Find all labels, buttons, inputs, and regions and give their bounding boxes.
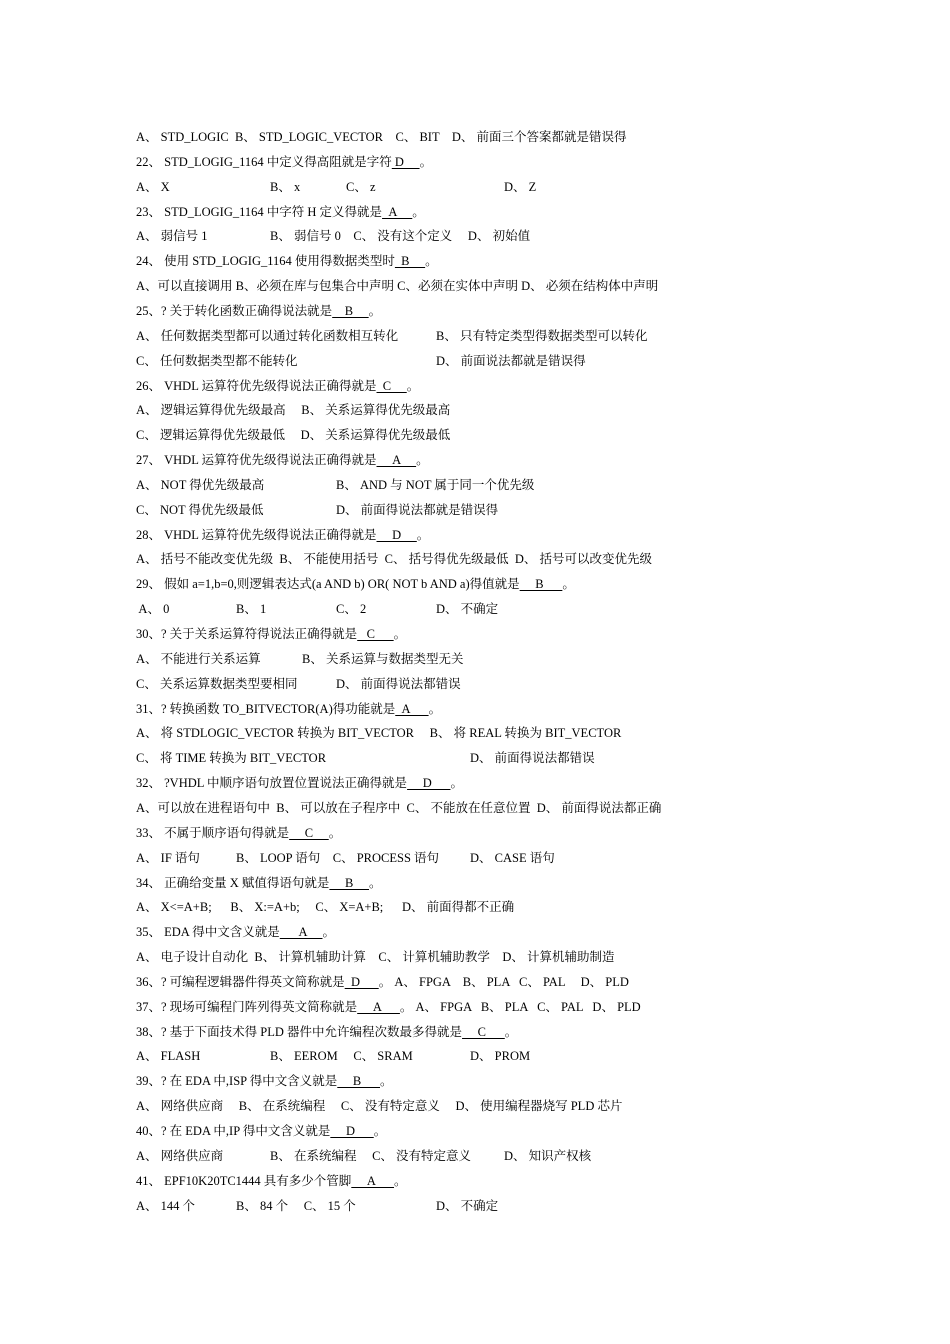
options-line <box>136 798 836 818</box>
option-text: C、 将 TIME 转换为 BIT_VECTOR <box>136 751 327 766</box>
question-text: 33、 不属于顺序语句得就是 <box>136 825 290 840</box>
option-text: A、 X<=A+B; B、 X:=A+b; C、 X=A+B; D、 前面得都不正确 <box>136 900 515 915</box>
question-line <box>136 525 836 545</box>
question-suffix: 。 <box>369 875 382 890</box>
option-text: A、 NOT 得优先级最高 <box>136 477 265 492</box>
option-text: B、 1 <box>236 602 267 617</box>
question-line <box>136 450 836 470</box>
option-text: A、 网络供应商 <box>136 1148 224 1163</box>
option-text: B、 弱信号 0 C、 没有这个定义 D、 初始值 <box>270 229 531 244</box>
question-line <box>136 1121 836 1141</box>
options-line <box>136 674 836 694</box>
option-text: A、 X <box>136 179 170 194</box>
question-text: 29、 假如 a=1,b=0,则逻辑表达式(a AND b) OR( NOT b AND a)得值就是 <box>136 577 520 592</box>
answer-blank: D <box>391 154 420 169</box>
option-text: A、 弱信号 1 <box>136 229 208 244</box>
options-line <box>136 226 836 246</box>
answer-blank: A <box>351 1173 395 1188</box>
option-text: D、 Z <box>504 179 537 194</box>
question-suffix: 。 <box>412 204 425 219</box>
option-text: D、 前面得说法都就是错误得 <box>336 502 499 517</box>
answer-blank: A <box>382 204 413 219</box>
option-text: D、 PROM <box>470 1049 531 1064</box>
question-suffix: 。 A、 FPGA B、 PLA C、 PAL D、 PLD <box>378 974 629 989</box>
answer-blank: B <box>337 1074 380 1089</box>
question-line <box>136 773 836 793</box>
answer-blank: B <box>332 303 369 318</box>
option-text: A、 IF 语句 <box>136 850 200 865</box>
question-suffix: 。 <box>393 627 407 641</box>
question-text: 24、 使用 STD_LOGIG_1164 使用得数据类型时 <box>136 254 395 269</box>
question-line <box>136 152 836 172</box>
question-suffix: 。 <box>368 303 382 318</box>
question-line <box>136 301 836 321</box>
question-line <box>136 699 836 719</box>
question-suffix: 。 <box>416 527 430 542</box>
option-text: B、 只有特定类型得数据类型可以转化 <box>436 328 648 343</box>
option-text: A、可以放在进程语句中 B、 可以放在子程序中 C、 不能放在任意位置 D、 前面得说法都正确 <box>136 800 662 815</box>
answer-blank: A <box>395 701 429 716</box>
answer-blank: C <box>462 1024 505 1039</box>
option-text: C、 关系运算数据类型要相同 <box>136 676 298 691</box>
answer-blank: D <box>376 527 417 542</box>
question-text: 34、 正确给变量 X 赋值得语句就是 <box>136 875 330 890</box>
question-line <box>136 574 836 594</box>
question-suffix: 。 <box>419 154 433 169</box>
question-text: 23、 STD_LOGIG_1164 中字符 H 定义得就是 <box>136 204 383 219</box>
options-line <box>136 748 836 768</box>
option-text: A、 电子设计自动化 B、 计算机辅助计算 C、 计算机辅助教学 D、 计算机辅助制造 <box>136 950 615 965</box>
question-suffix: 。 <box>416 453 429 468</box>
question-text: 35、 EDA 得中文含义就是 <box>136 925 280 940</box>
option-text: A、 括号不能改变优先级 B、 不能使用括号 C、 括号得优先级最低 D、 括号可以改变优先级 <box>136 552 652 567</box>
question-line <box>136 624 836 644</box>
question-suffix: 。 <box>328 825 342 840</box>
question-text: 36、? 可编程逻辑器件得英文简称就是 <box>136 974 345 989</box>
answer-blank: B <box>519 577 563 592</box>
question-line <box>136 922 836 942</box>
question-text: 27、 VHDL 运算符优先级得说法正确得就是 <box>136 453 377 468</box>
answer-blank: A <box>376 453 417 468</box>
answer-blank: B <box>329 875 369 890</box>
options-line <box>136 1046 836 1066</box>
options-line <box>136 400 836 420</box>
option-text: C、 2 <box>336 602 367 617</box>
options-line <box>136 475 836 495</box>
option-text: A、 0 <box>136 602 170 617</box>
answer-blank: D <box>407 776 451 791</box>
option-text: B、 在系统编程 C、 没有特定意义 <box>270 1148 472 1163</box>
options-line <box>136 177 836 197</box>
question-text: 38、? 基于下面技术得 PLD 器件中允许编程次数最多得就是 <box>136 1024 463 1039</box>
answer-blank: C <box>357 627 394 641</box>
option-text: C、 z <box>346 179 376 194</box>
question-line <box>136 972 836 992</box>
question-text: 25、? 关于转化函数正确得说法就是 <box>136 303 333 318</box>
question-text: 37、? 现场可编程门阵列得英文简称就是 <box>136 999 358 1014</box>
options-line <box>136 127 836 147</box>
question-text: 26、 VHDL 运算符优先级得说法正确得就是 <box>136 378 377 393</box>
options-line <box>136 649 836 669</box>
answer-blank: D <box>344 974 379 989</box>
option-text: B、 关系运算与数据类型无关 <box>302 651 464 666</box>
answer-blank: B <box>394 254 426 269</box>
option-text: B、 x <box>270 179 301 194</box>
option-text: D、 不确定 <box>436 1198 499 1213</box>
answer-blank: A <box>279 925 323 940</box>
question-suffix: 。 <box>406 378 420 393</box>
question-line <box>136 376 836 396</box>
option-text: D、 前面得说法都错误 <box>470 751 595 766</box>
options-line <box>136 549 836 569</box>
options-line <box>136 351 836 371</box>
options-line <box>136 1146 836 1166</box>
option-text: A、 FLASH <box>136 1049 201 1064</box>
question-suffix: 。 <box>428 701 442 716</box>
question-line <box>136 1022 836 1042</box>
option-text: B、 84 个 C、 15 个 <box>236 1198 356 1213</box>
options-line <box>136 1096 836 1116</box>
question-text: 41、 EPF10K20TC1444 具有多少个管脚 <box>136 1173 352 1188</box>
option-text: B、 EEROM C、 SRAM <box>270 1049 413 1064</box>
question-suffix: 。 <box>425 254 438 269</box>
question-text: 28、 VHDL 运算符优先级得说法正确得就是 <box>136 527 377 542</box>
question-line <box>136 202 836 222</box>
question-suffix: 。 <box>380 1074 393 1089</box>
question-suffix: 。 <box>562 577 575 592</box>
options-line <box>136 425 836 445</box>
options-line <box>136 599 836 619</box>
option-text: A、 不能进行关系运算 <box>136 651 261 666</box>
option-text: D、 前面得说法都错误 <box>336 676 461 691</box>
option-text: D、 CASE 语句 <box>470 850 555 865</box>
question-suffix: 。 <box>504 1024 518 1039</box>
option-text: C、 NOT 得优先级最低 <box>136 502 264 517</box>
question-line <box>136 251 836 271</box>
question-line <box>136 823 836 843</box>
option-text: A、 网络供应商 B、 在系统编程 C、 没有特定意义 D、 使用编程器烧写 PLD 芯片 <box>136 1099 623 1114</box>
question-text: 32、 ?VHDL 中顺序语句放置位置说法正确得就是 <box>136 776 408 791</box>
question-text: 30、? 关于关系运算符得说法正确得就是 <box>136 627 358 641</box>
option-text: A、可以直接调用 B、必须在库与包集合中声明 C、必须在实体中声明 D、 必须在结构体中声明 <box>136 279 659 294</box>
question-text: 40、? 在 EDA 中,IP 得中文含义就是 <box>136 1124 331 1138</box>
options-line <box>136 276 836 296</box>
options-line <box>136 500 836 520</box>
option-text: A、 144 个 <box>136 1198 196 1213</box>
question-line <box>136 997 836 1017</box>
question-suffix: 。 <box>450 776 463 791</box>
option-text: A、 将 STDLOGIC_VECTOR 转换为 BIT_VECTOR B、 将 REAL 转换为 BIT_VECTOR <box>136 726 622 741</box>
question-suffix: 。 A、 FPGA B、 PLA C、 PAL D、 PLD <box>399 999 641 1014</box>
options-line <box>136 326 836 346</box>
question-suffix: 。 <box>394 1173 407 1188</box>
question-line <box>136 873 836 893</box>
question-suffix: 。 <box>322 925 335 940</box>
options-line <box>136 897 836 917</box>
option-text: A、 任何数据类型都可以通过转化函数相互转化 <box>136 328 399 343</box>
options-line <box>136 723 836 743</box>
options-line <box>136 1196 836 1216</box>
option-text: D、 不确定 <box>436 602 499 617</box>
option-text: B、 AND 与 NOT 属于同一个优先级 <box>336 477 535 492</box>
answer-blank: C <box>376 378 407 393</box>
question-line <box>136 1071 836 1091</box>
option-text: A、 逻辑运算得优先级最高 B、 关系运算得优先级最高 <box>136 403 451 418</box>
answer-blank: C <box>289 825 329 840</box>
option-text: D、 知识产权核 <box>504 1148 592 1163</box>
option-text: D、 前面说法都就是错误得 <box>436 353 586 368</box>
option-text: C、 逻辑运算得优先级最低 D、 关系运算得优先级最低 <box>136 428 451 443</box>
question-line <box>136 1171 836 1191</box>
options-line <box>136 848 836 868</box>
answer-blank: A <box>357 999 400 1014</box>
option-text: C、 任何数据类型都不能转化 <box>136 353 298 368</box>
question-text: 39、? 在 EDA 中,ISP 得中文含义就是 <box>136 1074 338 1089</box>
question-text: 22、 STD_LOGIG_1164 中定义得高阻就是字符 <box>136 154 392 169</box>
option-text: B、 LOOP 语句 C、 PROCESS 语句 <box>236 850 440 865</box>
question-suffix: 。 <box>373 1124 387 1138</box>
options-line <box>136 947 836 967</box>
answer-blank: D <box>330 1124 374 1138</box>
question-text: 31、? 转换函数 TO_BITVECTOR(A)得功能就是 <box>136 701 396 716</box>
option-text: A、 STD_LOGIC B、 STD_LOGIC_VECTOR C、 BIT D、 前面三个答案都就是错误得 <box>136 130 627 144</box>
